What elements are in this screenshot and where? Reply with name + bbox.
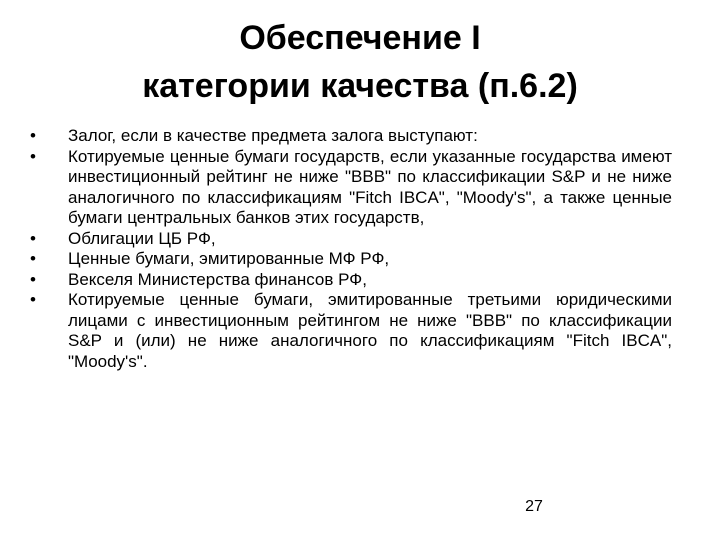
bullet-text: Векселя Министерства финансов РФ, <box>68 269 367 289</box>
slide-title-line-2: категории качества (п.6.2) <box>142 67 578 105</box>
bullet-item-mf-bills <box>30 270 672 291</box>
bullet-marker: • <box>30 228 36 248</box>
bullet-marker: • <box>30 249 36 268</box>
bullet-text: Облигации ЦБ РФ, <box>68 228 216 248</box>
slide-title-line-1: Обеспечение I <box>239 19 481 57</box>
bullet-text: Залог, если в качестве предмета залога выступают: <box>68 126 478 145</box>
bullet-marker: • <box>30 290 36 309</box>
bullet-text: Ценные бумаги, эмитированные МФ РФ, <box>68 249 390 268</box>
bullet-marker: • <box>30 269 36 289</box>
slide-title <box>0 14 720 110</box>
bullet-marker: • <box>30 146 36 166</box>
bullet-text: Котируемые ценные бумаги, эмитированные третьими юридическими лицами с инвестиционным рейтингом не ниже "BBB" по классификации S&P и (или) не ниже аналогичного по классификациям "Fitch IBCA", "Moody's". <box>68 290 672 371</box>
bullet-item-mf-securities <box>30 249 672 270</box>
page-number: 27 <box>525 498 543 515</box>
bullet-marker: • <box>30 126 36 145</box>
bullet-list <box>30 126 672 372</box>
bullet-text: Котируемые ценные бумаги государств, если указанные государства имеют инвестиционный рейтинг не ниже "BBB" по классификации S&P и не ниже аналогичного по классификациям "Fitch IBCA", "Moody's", а также ценные бумаги центральных банков этих государств, <box>68 146 672 227</box>
bullet-item-third-party-securities <box>30 290 672 372</box>
bullet-item-cb-bonds <box>30 229 672 250</box>
bullet-item-government-securities <box>30 147 672 229</box>
bullet-item-collateral <box>30 126 672 147</box>
